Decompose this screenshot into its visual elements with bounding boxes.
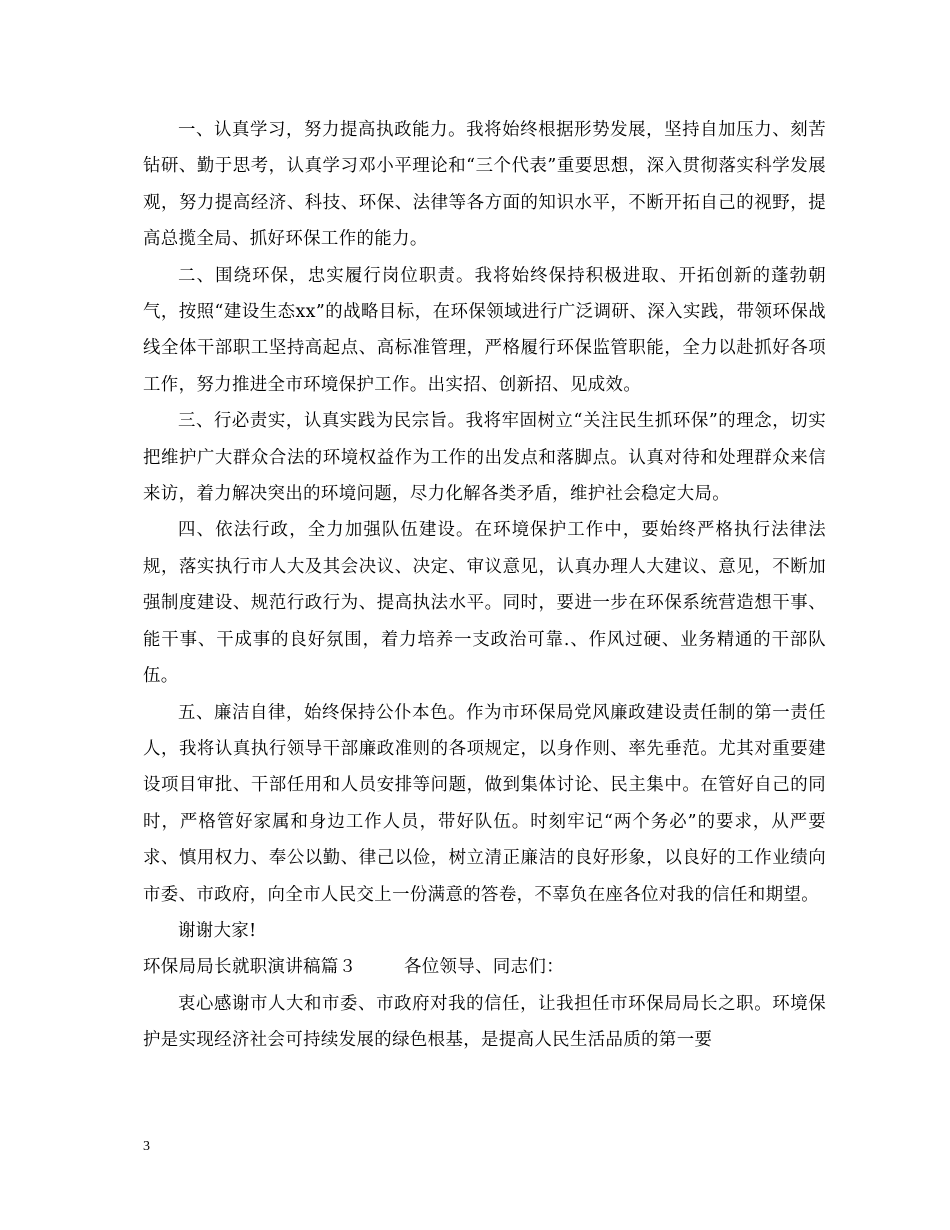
document-body [143,112,826,1059]
salutation: 各位领导、同志们： [403,957,565,978]
paragraph-opening: 衷心感谢市人大和市委、市政府对我的信任，让我担任市环保局局长之职。环境保护是实现经济社会可持续发展的绿色根基，是提高人民生活品质的第一要 [143,993,826,1051]
section-title: 环保局局长就职演讲稿篇３ [143,957,357,978]
paragraph-study: 一、认真学习，努力提高执政能力。我将始终根据形势发展，坚持自加压力、刻苦钻研、勤于思考，认真学习邓小平理论和“三个代表”重要思想，深入贯彻落实科学发展观，努力提高经济、科技、环保、法律等各方面的知识水平，不断开拓自己的视野，提高总揽全局、抓好环保工作的能力。 [143,120,826,250]
paragraph-integrity: 五、廉洁自律，始终保持公仆本色。作为市环保局党风廉政建设责任制的第一责任人，我将认真执行领导干部廉政准则的各项规定，以身作则、率先垂范。尤其对重要建设项目审批、干部任用和人员安排等问题，做到集体讨论、民主集中。在管好自己的同时，严格管好家属和身边工作人员，带好队伍。时刻牢记“两个务必”的要求，从严要求、慎用权力、奉公以勤、律己以俭，树立清正廉洁的良好形象，以良好的工作业绩向市委、市政府，向全市人民交上一份满意的答卷，不辜负在座各位对我的信任和期望。 [143,702,826,905]
paragraph-people: 三、行必责实，认真实践为民宗旨。我将牢固树立“关注民生抓环保”的理念，切实把维护广大群众合法的环境权益作为工作的出发点和落脚点。认真对待和处理群众来信来访，着力解决突出的环境问题，尽力化解各类矛盾，维护社会稳定大局。 [143,411,826,505]
paragraph-duty: 二、围绕环保，忠实履行岗位职责。我将始终保持积极进取、开拓创新的蓬勃朝气，按照“建设生态xx”的战略目标，在环保领域进行广泛调研、深入实践，带领环保战线全体干部职工坚持高起点、高标准管理，严格履行环保监管职能，全力以赴抓好各项工作，努力推进全市环境保护工作。出实招、创新招、见成效。 [143,265,826,395]
paragraph-thanks: 谢谢大家! [178,920,257,941]
paragraph-law: 四、依法行政，全力加强队伍建设。在环境保护工作中，要始终严格执行法律法规，落实执行市人大及其会决议、决定、审议意见，认真办理人大建议、意见，不断加强制度建设、规范行政行为、提高执法水平。同时，要进一步在环保系统营造想干事、能干事、干成事的良好氛围，着力培养一支政治可靠.、作风过硬、业务精通的干部队伍。 [143,520,826,687]
section-heading-line [143,949,826,985]
page-number: 3 [143,1139,150,1154]
